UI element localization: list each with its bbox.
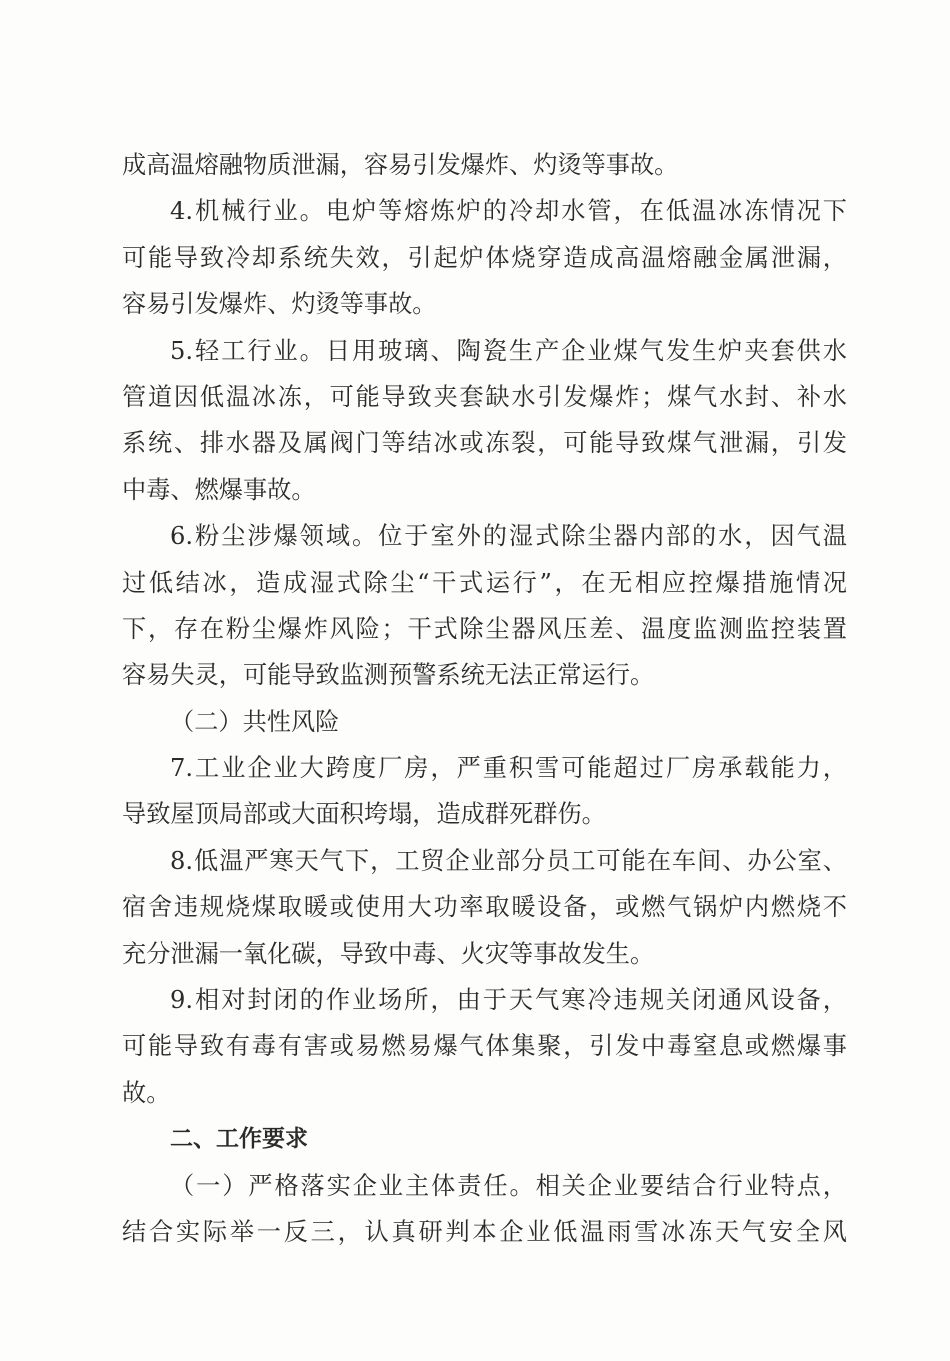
text-line: 容易引发爆炸、灼烫等事故。 [122,290,437,319]
text-line: 中毒、燃爆事故。 [122,475,316,504]
text-line: 导致屋顶局部或大面积垮塌，造成群死群伤。 [122,800,606,829]
text-line: 下，存在粉尘爆炸风险；干式除尘器风压差、温度监测监控装置 [122,614,847,643]
text-line: 9.相对封闭的作业场所，由于天气寒冷违规关闭通风设备， [170,986,847,1015]
document-body [122,142,847,1255]
text-line: 8.低温严寒天气下，工贸企业部分员工可能在车间、办公室、 [170,846,847,875]
text-line: 7.工业企业大跨度厂房，严重积雪可能超过厂房承载能力， [170,754,847,783]
text-line: 宿舍违规烧煤取暖或使用大功率取暖设备，或燃气锅炉内燃烧不 [122,893,847,922]
text-line: 系统、排水器及属阀门等结冰或冻裂，可能导致煤气泄漏，引发 [122,429,847,458]
text-line: 故。 [122,1078,171,1107]
text-line: 5.轻工行业。日用玻璃、陶瓷生产企业煤气发生炉夹套供水 [170,336,847,365]
text-line: 成高温熔融物质泄漏，容易引发爆炸、灼烫等事故。 [122,151,679,179]
text-line: 4.机械行业。电炉等熔炼炉的冷却水管，在低温冰冻情况下 [170,197,847,226]
section-heading: 二、工作要求 [170,1126,308,1153]
text-line: 充分泄漏一氧化碳，导致中毒、火灾等事故发生。 [122,939,655,968]
text-line: 可能导致冷却系统失效，引起炉体烧穿造成高温熔融金属泄漏， [122,243,847,272]
text-line: 容易失灵，可能导致监测预警系统无法正常运行。 [122,661,655,690]
text-line: （二）共性风险 [170,707,340,736]
text-line: （一）严格落实企业主体责任。相关企业要结合行业特点， [170,1171,847,1200]
text-line: 可能导致有毒有害或易燃易爆气体集聚，引发中毒窒息或燃爆事 [122,1032,847,1061]
text-line: 过低结冰，造成湿式除尘“干式运行”，在无相应控爆措施情况 [122,568,847,597]
text-line: 6.粉尘涉爆领域。位于室外的湿式除尘器内部的水，因气温 [170,522,847,551]
text-line: 结合实际举一反三，认真研判本企业低温雨雪冰冻天气安全风 [122,1217,847,1246]
text-line: 管道因低温冰冻，可能导致夹套缺水引发爆炸；煤气水封、补水 [122,382,847,411]
